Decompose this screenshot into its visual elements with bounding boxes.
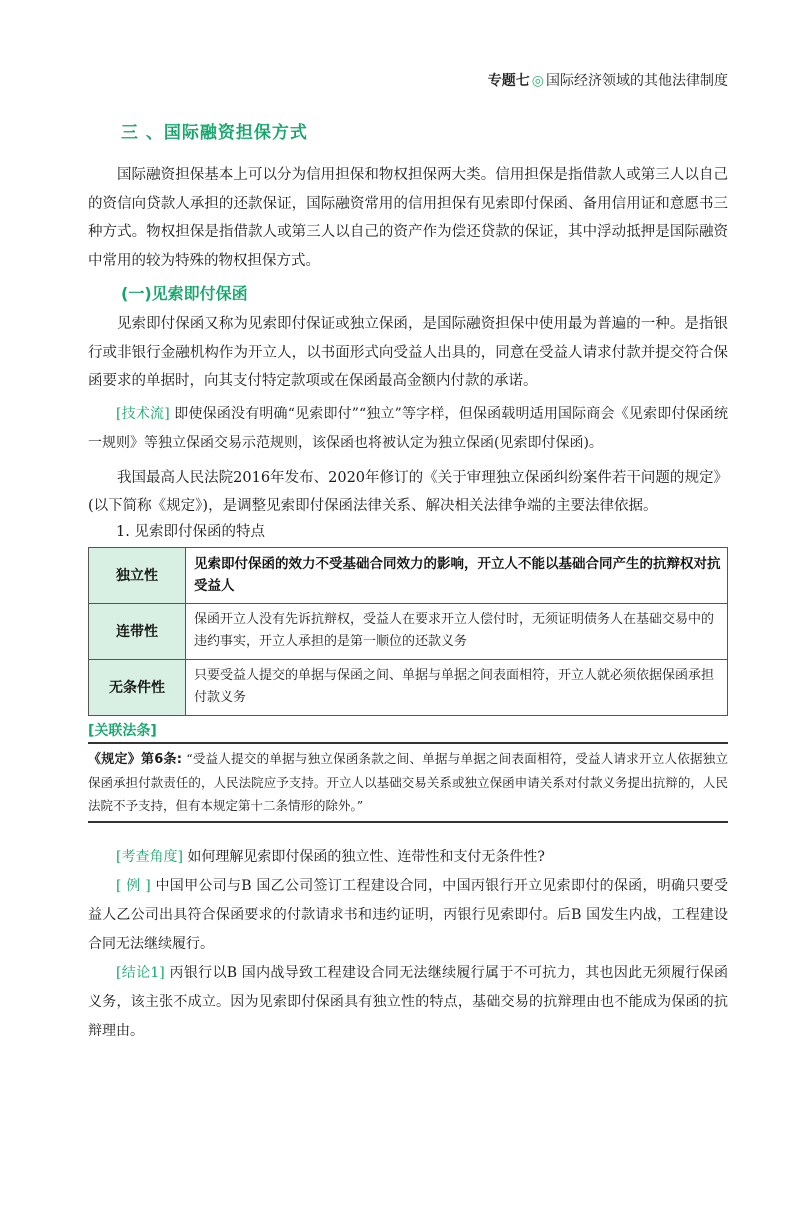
feature-name: 连带性 xyxy=(89,603,186,659)
feature-desc: 只要受益人提交的单据与保函之间、单据与单据之间表面相符，开立人就必须依据保函承担付款义务 xyxy=(186,659,728,715)
table-row xyxy=(89,547,728,603)
section-title: 三 、国际融资担保方式 xyxy=(121,123,308,143)
conclusion-tag: [结论1] xyxy=(116,964,165,981)
conclusion-paragraph xyxy=(88,959,728,1046)
feature-desc: 见索即付保函的效力不受基础合同效力的影响，开立人不能以基础合同产生的抗辩权对抗受益人 xyxy=(186,547,728,603)
law-label: [关联法条] xyxy=(88,722,157,739)
angle-tag: [考查角度] xyxy=(116,848,183,865)
feature-desc: 保函开立人没有先诉抗辩权，受益人在要求开立人偿付时，无须证明债务人在基础交易中的违约事实，开立人承担的是第一顺位的还款义务 xyxy=(186,603,728,659)
features-title: 1. 见索即付保函的特点 xyxy=(116,523,265,540)
intro-paragraph: 国际融资担保基本上可以分为信用担保和物权担保两大类。信用担保是指借款人或第三人以自己的资信向贷款人承担的还款保证，国际融资常用的信用担保有见索即付保函、备用信用证和意愿书三种方式。物权担保是指借款人或第三人以自己的资产作为偿还贷款的保证，其中浮动抵押是国际融资中常用的较为特殊的物权担保方式。 xyxy=(88,167,728,269)
law-text: “受益人提交的单据与独立保函条款之间、单据与单据之间表面相符，受益人请求开立人依据独立保函承担付款责任的，人民法院应予支持。开立人以基础交易关系或独立保函申请关系对付款义务提出抗辩的，人民法院不予支持，但有本规定第十二条情形的除外。” xyxy=(88,750,728,813)
conclusion-text: 丙银行以B 国内战导致工程建设合同无法继续履行属于不可抗力，其也因此无须履行保函义务，该主张不成立。因为见索即付保函具有独立性的特点，基础交易的抗辩理由也不能成为保函的抗辩理由。 xyxy=(88,964,728,1039)
table-row xyxy=(89,603,728,659)
header-separator: ◎ xyxy=(531,73,544,89)
example-tag: [ 例 ] xyxy=(116,877,151,894)
page-content xyxy=(88,118,728,1046)
law-paragraph xyxy=(88,747,728,817)
example-text: 中国甲公司与B 国乙公司签订工程建设合同，中国丙银行开立见索即付的保函，明确只要受益人乙公司出具符合保函要求的付款请求书和违约证明，丙银行见索即付。后B 国发生内战，工程建设合同无法继续履行。 xyxy=(88,877,728,952)
tech-text: 即使保函没有明确“见索即付”“独立”等字样，但保函载明适用国际商会《见索即付保函统一规则》等独立保函交易示范规则，该保函也将被认定为独立保函(见索即付保函)。 xyxy=(88,405,728,451)
header-chapter: 专题七 xyxy=(487,73,530,89)
subsection-title: (一)见索即付保函 xyxy=(121,284,248,303)
basis-paragraph: 我国最高人民法院2016年发布、2020年修订的《关于审理独立保函纠纷案件若干问题的规定》(以下简称《规定》)，是调整见索即付保函法律关系、解决相关法律争端的主要法律依据。 xyxy=(88,469,728,514)
tech-note xyxy=(88,400,728,458)
table-row xyxy=(89,659,728,715)
spacer xyxy=(88,823,728,843)
tech-tag: [技术流] xyxy=(116,405,170,422)
law-article: 《规定》第6条: xyxy=(88,751,182,767)
feature-name: 独立性 xyxy=(89,547,186,603)
header-title: 国际经济领域的其他法律制度 xyxy=(546,73,728,89)
law-box xyxy=(88,742,728,823)
running-header xyxy=(488,70,728,90)
definition-paragraph: 见索即付保函又称为见索即付保证或独立保函，是国际融资担保中使用最为普遍的一种。是指银行或非银行金融机构作为开立人，以书面形式向受益人出具的，同意在受益人请求付款并提交符合保函要求的单据时，向其支付特定款项或在保函最高金额内付款的承诺。 xyxy=(88,316,728,389)
angle-text: 如何理解见索即付保函的独立性、连带性和支付无条件性? xyxy=(182,848,545,865)
feature-name: 无条件性 xyxy=(89,659,186,715)
example-paragraph xyxy=(88,872,728,959)
features-table xyxy=(88,547,728,716)
exam-angle xyxy=(88,843,728,872)
